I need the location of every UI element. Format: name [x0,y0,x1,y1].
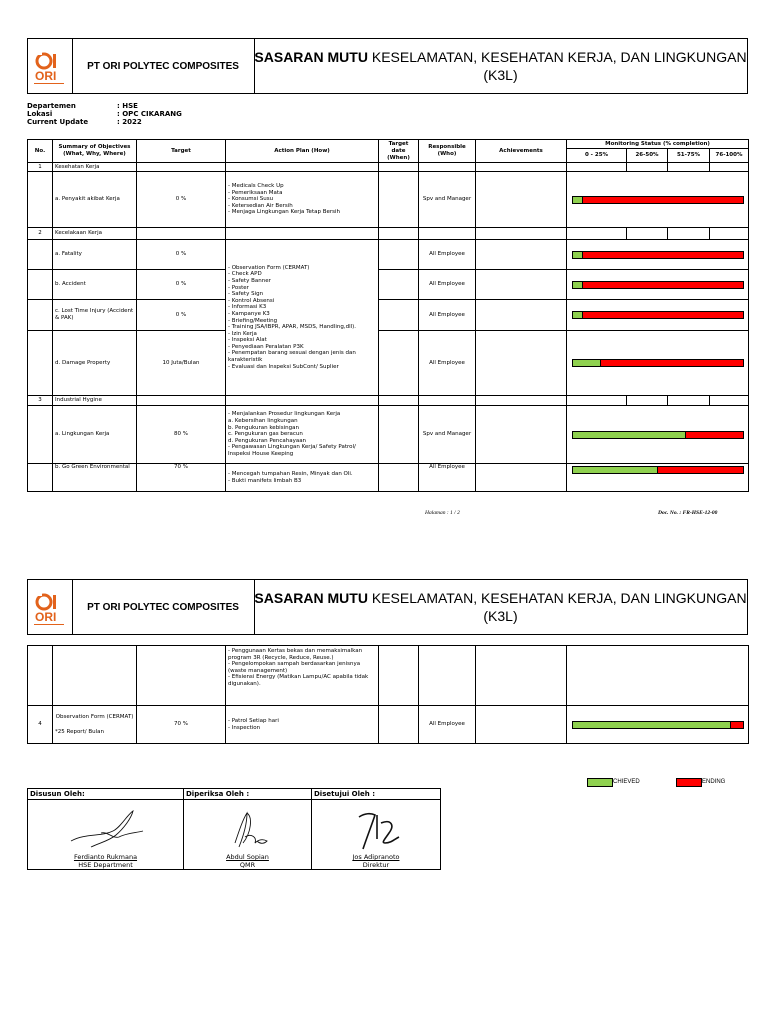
document-title [254,39,747,93]
progress-bar [572,196,744,204]
target-value: 70 % [137,464,226,492]
progress-cell [567,240,749,270]
col-target-date: Target date (When) [379,140,419,163]
action-plan: - Patrol Setiap hari - Inspection [226,706,379,744]
col-m4: 76-100% [710,149,749,163]
k3l-objectives-table-continued [27,645,749,744]
progress-bar [572,431,744,439]
objective: a. Penyakit akibat Kerja [53,172,137,228]
signature-image [61,803,151,853]
checked-name: Abdul Sopian [226,853,269,861]
signature-cell-checked [184,800,312,870]
section-row [28,228,749,240]
col-m1: 0 - 25% [567,149,627,163]
objective [53,706,137,744]
responsible: All Employee [419,331,476,396]
made-by-label: Disusun Oleh: [28,789,184,800]
made-name: Ferdianto Rukmana [73,853,138,861]
meta-row [27,110,182,118]
target-value: 0 % [137,172,226,228]
legend-achieved-swatch [587,778,613,787]
signature-table [27,788,441,870]
signature-cell-made [28,800,184,870]
checked-by-label: Diperiksa Oleh : [184,789,312,800]
progress-cell [567,270,749,300]
col-summary: Summary of Objectives (What, Why, Where) [53,140,137,163]
objective: a. Fatality [53,240,137,270]
progress-bar [572,359,744,367]
responsible: All Employee [419,240,476,270]
meta-label: Departemen [27,102,76,110]
approved-role: Direktur [362,861,390,869]
meta-label: Current Update [27,118,89,126]
table-row [28,172,749,228]
company-name: PT ORI POLYTEC COMPOSITES [72,39,255,93]
page2-header [27,579,748,635]
section-title: Industrial Hygine [53,396,137,406]
objective: b. Accident [53,270,137,300]
signature-cell-approved [312,800,441,870]
logo-text: ORI [35,610,57,624]
progress-fill [573,722,731,728]
progress-fill [573,360,602,366]
col-target: Target [137,140,226,163]
approved-by-label: Disetujui Oleh : [312,789,441,800]
table-row [28,406,749,464]
checked-role: QMR [239,861,256,869]
document-title [254,580,747,634]
progress-cell [567,706,749,744]
progress-fill [573,197,583,203]
table-row [28,240,749,270]
col-no: No. [28,140,53,163]
action-plan: - Mencegah tumpahan Resin, Minyak dan Oli. - Bukti manifets limbah B3 [226,464,379,492]
table-row [28,464,749,492]
page-number: Halaman : 1 / 2 [425,510,460,516]
col-m3: 51-75% [668,149,710,163]
page1-header [27,38,748,94]
section-row [28,396,749,406]
progress-cell [567,331,749,396]
responsible: All Employee [419,270,476,300]
target-value: 70 % [137,706,226,744]
objective: d. Damage Property [53,331,137,396]
action-plan: - Observation Form (CERMAT) - Check APD - Safety Banner - Poster - Safety Sign - Kontrol Absensi - Informasi K3 - Kampanye K3 - Briefing/Meeting - Training JSA/IBPR, APAR, MSDS, Handling,dll). - Izin Kerja - Inspeksi Alat - Penyediaan Peralatan P3K - Penempatan barang sesuai dengan jenis dan karakteristik - Evaluasi dan Inspeksi SubCont/ Suplier [226,240,379,396]
target-value: 0 % [137,300,226,331]
ori-logo [28,580,73,634]
action-plan: - Menjalankan Prosedur lingkungan Kerja a. Kebersihan lingkungan b. Pengukuran kebisingan c. Pengukuran gas beracun d. Pengukuran Pencahayaan - Pengawasan Lingkungan Kerja/ Safety Patrol/ Inspeksi House Keeping [226,406,379,464]
section-row [28,163,749,172]
approved-name: Jos Adipranoto [352,853,400,861]
made-role: HSE Department [78,861,133,869]
title-rest: KESELAMATAN, KESEHATAN KERJA, DAN LINGKUNGAN (K3L) [371,590,747,624]
legend-achieved-label: CHIEVED [613,779,640,785]
section-title: Kecelakaan Kerja [53,228,137,240]
section-title: Kesehatan Kerja [53,163,137,172]
title-bold: SASARAN MUTU [254,590,368,606]
progress-fill [573,467,658,473]
progress-fill [573,282,583,288]
progress-bar [572,251,744,259]
title-bold: SASARAN MUTU [254,49,368,65]
meta-value: : 2022 [117,118,142,126]
target-value: 80 % [137,406,226,464]
progress-bar [572,721,744,729]
table-row [28,646,749,706]
section-no: 3 [28,396,53,406]
objective: a. Lingkungan Kerja [53,406,137,464]
logo-text: ORI [35,69,57,83]
target-value: 0 % [137,270,226,300]
table-row [28,300,749,331]
objective-note: *25 Report/ Bulan [55,728,104,735]
section-no: 1 [28,163,53,172]
target-value: 10 Juta/Bulan [137,331,226,396]
action-plan: - Penggunaan Kertas bekas dan memaksimalkan program 3R (Recycle, Reduce, Reuse.) - Pengelompokan sampah berdasarkan jenisnya (waste management) - Efisiensi Energy (Matikan Lampu/AC apabila tidak digunakan). [226,646,379,706]
signature-image [341,803,411,853]
legend-pending-label: ENDING [702,779,726,785]
progress-cell [567,464,749,492]
progress-cell [567,172,749,228]
meta-row [27,102,182,110]
progress-bar [572,311,744,319]
objective-text: Observation Form (CERMAT) [55,713,134,720]
table-row [28,706,749,744]
ori-logo [28,39,73,93]
responsible: Spv and Manager [419,406,476,464]
meta-value: : HSE [117,102,138,110]
col-monitoring: Monitoring Status (% completion) [567,140,749,149]
meta-block [27,102,182,126]
progress-cell [567,406,749,464]
responsible: All Employee [419,300,476,331]
objective: b. Go Green Environmental [53,464,137,492]
meta-row [27,118,182,126]
doc-number: Doc. No. : FR-HSE-12-00 [658,510,718,516]
progress-fill [573,252,583,258]
legend-pending-swatch [676,778,702,787]
progress-cell [567,300,749,331]
meta-label: Lokasi [27,110,53,118]
meta-value: : OPC CIKARANG [117,110,182,118]
progress-fill [573,432,687,438]
action-plan: - Medicals Check Up - Pemeriksaan Mata - Konsumsi Susu - Ketersedian Air Bersih - Menjaga Lingkungan Kerja Tetap Bersih [226,172,379,228]
responsible: All Employee [419,464,476,492]
section-no: 2 [28,228,53,240]
company-name: PT ORI POLYTEC COMPOSITES [72,580,255,634]
legend [587,778,747,788]
title-rest: KESELAMATAN, KESEHATAN KERJA, DAN LINGKUNGAN (K3L) [371,49,747,83]
responsible: Spv and Manager [419,172,476,228]
k3l-objectives-table [27,139,749,492]
signature-image [213,803,283,853]
col-achievements: Achievements [476,140,567,163]
table-row [28,331,749,396]
progress-bar [572,466,744,474]
responsible: All Employee [419,706,476,744]
objective: c. Lost Time Injury (Accident & PAK) [53,300,137,331]
col-action-plan: Action Plan (How) [226,140,379,163]
table-row [28,270,749,300]
target-value: 0 % [137,240,226,270]
progress-fill [573,312,583,318]
col-m2: 26-50% [627,149,668,163]
progress-bar [572,281,744,289]
section-no: 4 [28,706,53,744]
col-responsible: Responsible (Who) [419,140,476,163]
